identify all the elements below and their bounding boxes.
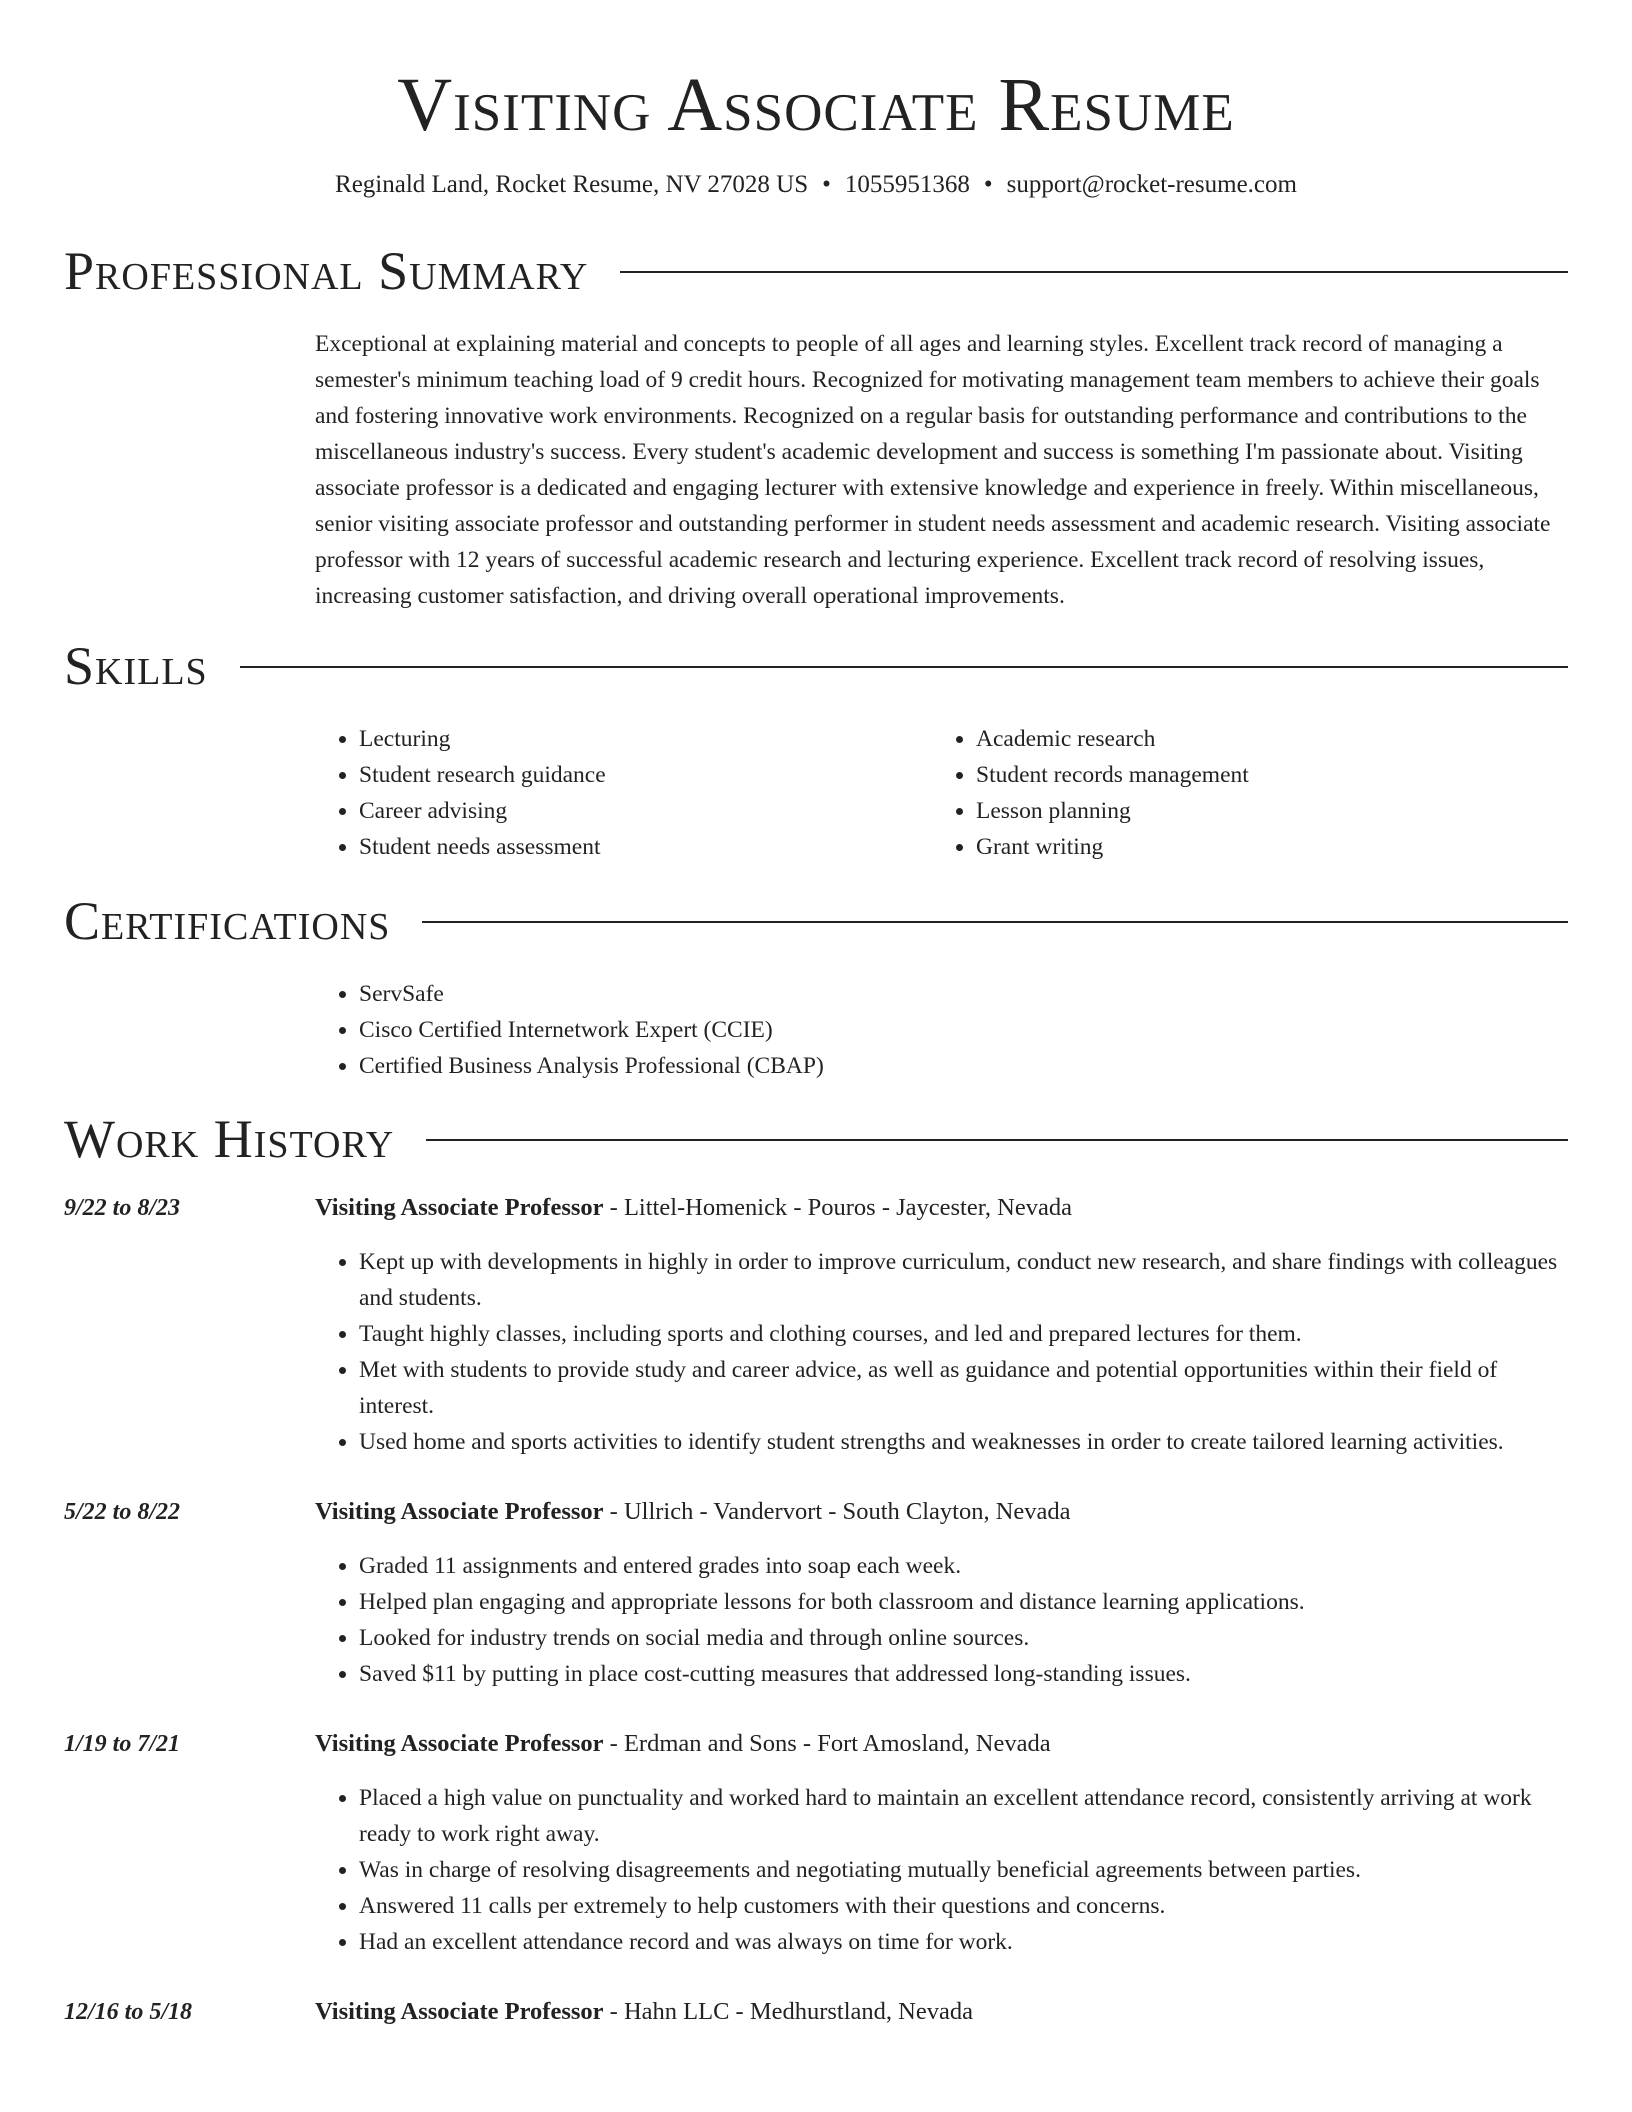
skill-item: • Lecturing <box>359 721 932 757</box>
job-entry <box>64 1726 1568 1960</box>
job-bullet: • Saved $11 by putting in place cost-cutting measures that addressed long-standing issues. <box>359 1656 1568 1692</box>
work-history-section <box>64 1104 1568 2030</box>
contact-address: Reginald Land, Rocket Resume, NV 27028 US <box>335 171 809 198</box>
job-header <box>64 1726 1568 1762</box>
job-title: Visiting Associate Professor <box>315 1194 604 1221</box>
section-heading-work-history: Work History <box>64 1109 395 1169</box>
section-heading-skills: Skills <box>64 636 208 696</box>
skill-item: • Grant writing <box>976 829 1568 865</box>
job-title: Visiting Associate Professor <box>315 1498 604 1525</box>
certifications-body <box>315 976 1568 1084</box>
skill-item: • Student needs assessment <box>359 829 932 865</box>
job-bullet: • Helped plan engaging and appropriate lessons for both classroom and distance learning applications. <box>359 1584 1568 1620</box>
job-dates: 12/16 to 5/18 <box>64 1999 193 2025</box>
skills-section <box>64 631 1568 865</box>
job-bullet: • Looked for industry trends on social media and through online sources. <box>359 1620 1568 1656</box>
job-bullet: • Taught highly classes, including sports and clothing courses, and led and prepared lectures for them. <box>359 1316 1568 1352</box>
job-dates: 5/22 to 8/22 <box>64 1499 181 1525</box>
summary-body <box>315 326 1568 614</box>
certifications-section <box>64 886 1568 1084</box>
job-title: Visiting Associate Professor <box>315 1998 604 2025</box>
summary-text: Exceptional at explaining material and concepts to people of all ages and learning styles. Excellent track record of managing a semester's minimum teaching load of 9 credit hours. Recognized for motivating management team members to achieve their goals and fostering innovative work environments. Recognized on a regular basis for outstanding performance and contributions to the miscellaneous industry's success. Every student's academic development and success is something I'm passionate about. Visiting associate professor is a dedicated and engaging lecturer with extensive knowledge and experience in freely. Within miscellaneous, senior visiting associate professor and outstanding performer in student needs assessment and academic research. Visiting associate professor with 12 years of successful academic research and lecturing experience. Excellent track record of resolving issues, increasing customer satisfaction, and driving overall operational improvements. <box>315 331 1551 609</box>
job-header <box>64 1494 1568 1530</box>
certification-item: • Certified Business Analysis Professional (CBAP) <box>359 1048 1568 1084</box>
job-employer: - Erdman and Sons - Fort Amosland, Nevada <box>603 1730 1051 1757</box>
skill-item: • Career advising <box>359 793 932 829</box>
job-bullet: • Graded 11 assignments and entered grades into soap each week. <box>359 1548 1568 1584</box>
section-heading-certifications: Certifications <box>64 891 391 951</box>
summary-section <box>64 236 1568 614</box>
certification-item: • Cisco Certified Internetwork Expert (CCIE) <box>359 1012 1568 1048</box>
job-bullet: • Was in charge of resolving disagreements and negotiating mutually beneficial agreements between parties. <box>359 1852 1568 1888</box>
contact-separator: • <box>822 171 831 198</box>
contact-phone: 1055951368 <box>844 171 970 198</box>
job-bullets <box>315 1548 1568 1692</box>
job-bullets <box>315 1780 1568 1960</box>
skill-item: • Student records management <box>976 757 1568 793</box>
job-bullet: • Placed a high value on punctuality and worked hard to maintain an excellent attendance record, consistently arriving at work ready to work right away. <box>359 1780 1568 1852</box>
job-dates: 1/19 to 7/21 <box>64 1731 181 1757</box>
job-employer: - Littel-Homenick - Pouros - Jaycester, Nevada <box>603 1194 1072 1221</box>
certifications-list <box>315 976 1568 1084</box>
job-details <box>315 1780 1568 1960</box>
job-heading <box>315 1190 1072 1226</box>
contact-line <box>64 168 1568 202</box>
job-bullet: • Used home and sports activities to identify student strengths and weaknesses in order to create tailored learning activities. <box>359 1424 1568 1460</box>
job-heading <box>315 1494 1071 1530</box>
section-divider <box>426 1139 1568 1141</box>
job-header <box>64 1190 1568 1226</box>
job-entry <box>64 1494 1568 1692</box>
job-title: Visiting Associate Professor <box>315 1730 604 1757</box>
job-heading <box>315 1994 973 2030</box>
contact-separator: • <box>983 171 993 198</box>
skill-item: • Student research guidance <box>359 757 932 793</box>
job-bullet: • Met with students to provide study and career advice, as well as guidance and potential opportunities within their field of interest. <box>359 1352 1568 1424</box>
job-employer: - Hahn LLC - Medhurstland, Nevada <box>603 1998 973 2025</box>
skills-header <box>64 631 1568 701</box>
contact-email: support@rocket-resume.com <box>1006 171 1297 198</box>
section-divider <box>240 666 1568 668</box>
job-bullet: • Had an excellent attendance record and was always on time for work. <box>359 1924 1568 1960</box>
skills-list-right <box>932 721 1568 865</box>
job-bullet: • Kept up with developments in highly in order to improve curriculum, conduct new research, and share findings with colleagues and students. <box>359 1244 1568 1316</box>
job-heading <box>315 1726 1051 1762</box>
certifications-header <box>64 886 1568 956</box>
section-heading-summary: Professional Summary <box>64 241 589 301</box>
skills-grid <box>315 721 1568 865</box>
job-details <box>315 1244 1568 1460</box>
job-employer: - Ullrich - Vandervort - South Clayton, Nevada <box>603 1498 1071 1525</box>
summary-header <box>64 236 1568 306</box>
work-history-header <box>64 1104 1568 1174</box>
job-dates: 9/22 to 8/23 <box>64 1195 181 1221</box>
skills-list-left <box>315 721 932 865</box>
job-header <box>64 1994 1568 2030</box>
job-entry <box>64 1190 1568 1460</box>
certification-item: • ServSafe <box>359 976 1568 1012</box>
job-details <box>315 1548 1568 1692</box>
job-bullet: • Answered 11 calls per extremely to help customers with their questions and concerns. <box>359 1888 1568 1924</box>
skill-item: • Academic research <box>976 721 1568 757</box>
resume-page <box>64 0 1568 2030</box>
section-divider <box>620 271 1568 273</box>
resume-title: Visiting Associate Resume <box>397 63 1235 147</box>
skill-item: • Lesson planning <box>976 793 1568 829</box>
section-divider <box>422 921 1568 923</box>
job-bullets <box>315 1244 1568 1460</box>
job-entry <box>64 1994 1568 2030</box>
